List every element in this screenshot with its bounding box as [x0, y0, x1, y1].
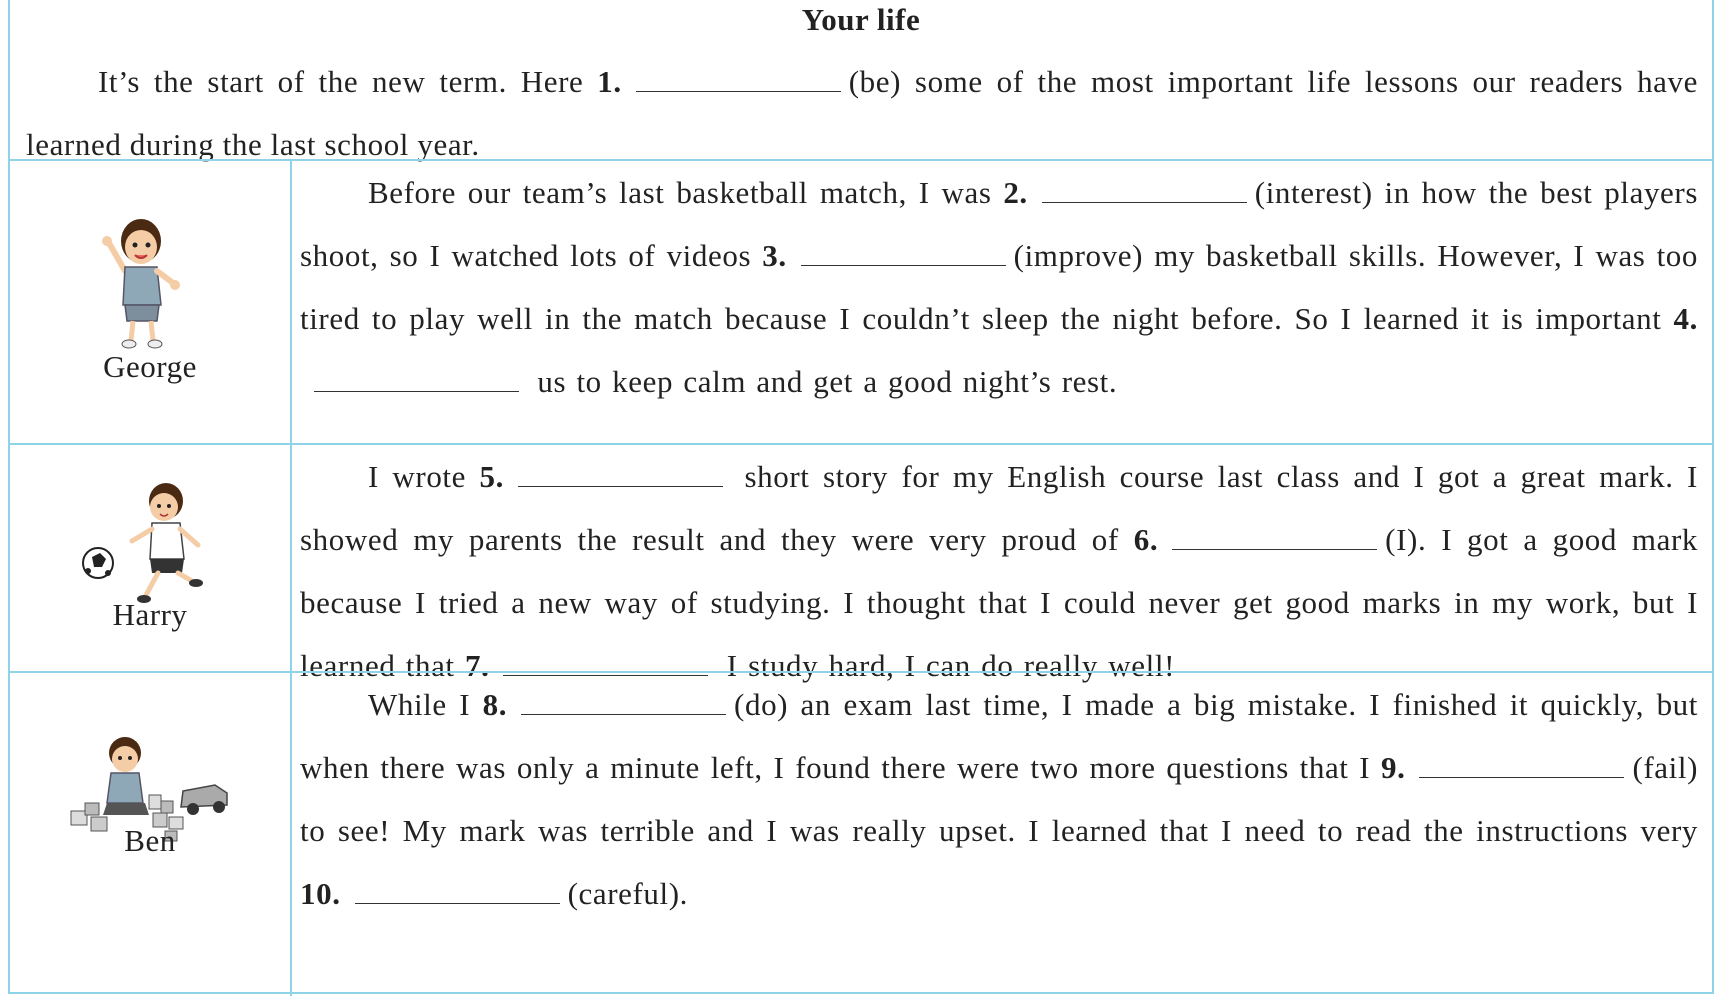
blank-number: 5.: [479, 459, 504, 494]
passage-text: Before our team’s last basketball match, I was: [368, 175, 1004, 210]
passage-text: While I: [368, 687, 483, 722]
passage-text: I study hard, I can do really well!: [716, 648, 1175, 683]
blank-number: 8.: [482, 687, 508, 722]
answer-blank[interactable]: [1172, 527, 1377, 550]
entry-row-george: [10, 159, 1712, 445]
entry-text-cell: [292, 161, 1698, 445]
passage-text: (improve) my basketball skills. However, I was too tired to play well in the match because I couldn’t sleep the night before. So I learned it is important: [300, 238, 1698, 336]
answer-blank[interactable]: [521, 692, 726, 715]
answer-blank[interactable]: [314, 369, 519, 392]
passage-text: (interest) in how the best players shoot, so I watched lots of videos: [300, 175, 1698, 273]
answer-blank[interactable]: [801, 243, 1006, 266]
entry-row-harry: [10, 443, 1712, 683]
entry-row-ben: [10, 671, 1712, 996]
blank-number: 2.: [1003, 175, 1028, 210]
intro-text-after: (be) some of the most important life lessons our readers have learned during the last school year.: [26, 64, 1699, 162]
entry-portrait-cell: [10, 445, 292, 673]
answer-blank[interactable]: [1419, 755, 1624, 778]
blank-number: 1.: [597, 64, 622, 99]
worksheet: [8, 0, 1714, 994]
answer-blank[interactable]: [1042, 180, 1247, 203]
passage-text: us to keep calm and get a good night’s rest.: [527, 364, 1118, 399]
entry-text-cell: [292, 673, 1698, 996]
intro-paragraph: [26, 50, 1698, 176]
passage-text: (I). I got a good mark because I tried a new way of studying. I thought that I could never get good marks in my work, but I learned that: [300, 522, 1699, 683]
passage-text: (careful).: [567, 876, 688, 911]
passage-text: (do) an exam last time, I made a big mistake. I finished it quickly, but when there was only a minute left, I found there were two more questions that I: [300, 687, 1698, 785]
entry-text-cell: [292, 445, 1699, 683]
entry-paragraph: [300, 445, 1698, 697]
boy-waving-icon: [95, 213, 185, 353]
student-name: George: [103, 349, 197, 384]
blank-number: 10.: [300, 876, 341, 911]
answer-blank[interactable]: [355, 881, 560, 904]
blank-number: 6.: [1133, 522, 1159, 557]
passage-text: (fail) to see! My mark was terrible and I was really upset. I learned that I need to read the instructions very: [300, 750, 1698, 848]
entry-portrait-cell: [10, 673, 292, 996]
passage-text: short story for my English course last class and I got a great mark. I showed my parents the result and they were very proud of: [300, 459, 1698, 557]
passage-text: I wrote: [368, 459, 480, 494]
blank-number: 9.: [1380, 750, 1406, 785]
blank-number: 4.: [1673, 301, 1698, 336]
blank-number: 7.: [465, 648, 490, 683]
blank-number: 3.: [762, 238, 787, 273]
answer-blank[interactable]: [518, 464, 723, 487]
answer-blank[interactable]: [636, 69, 841, 92]
worksheet-title: Your life: [801, 2, 921, 37]
student-name: Harry: [112, 597, 188, 632]
entry-portrait-cell: [10, 161, 292, 445]
student-name: Ben: [124, 823, 176, 858]
boy-kicking-ball-icon: [80, 479, 220, 609]
entry-paragraph: [300, 161, 1698, 413]
intro-text-before: It’s the start of the new term. Here: [98, 64, 598, 99]
entry-paragraph: [300, 673, 1698, 925]
